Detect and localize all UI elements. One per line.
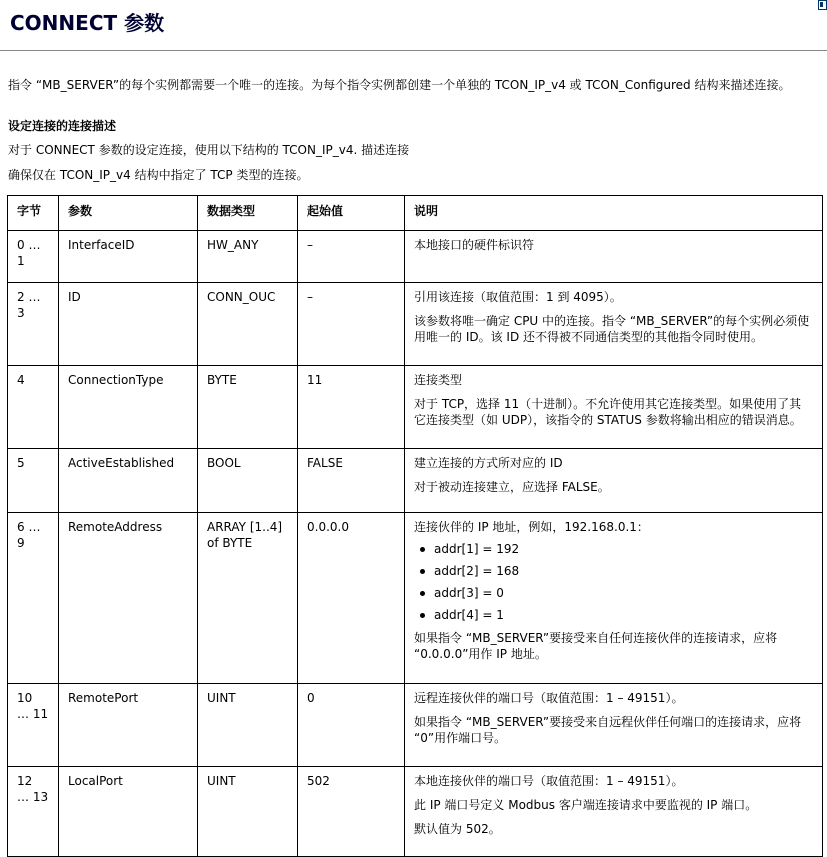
datatype-cell: BYTE [198,366,298,449]
header-description: 说明 [405,196,823,231]
header-start-value: 起始值 [298,196,405,231]
parameter-cell: ActiveEstablished [59,449,198,513]
intro-paragraph: 指令 “MB_SERVER”的每个实例都需要一个唯一的连接。为每个指令实例都创建一个单独的 TCON_IP_v4 或 TCON_Configured 结构来描述连接。 [8,78,791,92]
description-cell: 引用该连接（取值范围：1 到 4095）。 该参数将唯一确定 CPU 中的连接。指令 “MB_SERVER”的每个实例必须使用唯一的 ID。该 ID 还不得被不同通信类型的其他指令同时使用。 [405,283,823,366]
section-heading: 设定连接的连接描述 [8,119,117,133]
page-title: CONNECT 参数 [10,11,165,35]
start-value-cell: 11 [298,366,405,449]
table-row [8,449,823,513]
table-row [8,513,823,684]
header-byte: 字节 [8,196,59,231]
description-line-1: 对于 CONNECT 参数的设定连接，使用以下结构的 TCON_IP_v4. 描述连接 [8,143,410,157]
bullet-icon [420,613,425,618]
description-line-2: 确保仅在 TCON_IP_v4 结构中指定了 TCP 类型的连接。 [8,168,309,182]
title-divider [0,50,827,51]
byte-cell: 2 … 3 [8,283,59,366]
byte-cell: 0 … 1 [8,231,59,283]
byte-cell: 12 … 13 [8,767,59,857]
datatype-cell: BOOL [198,449,298,513]
start-value-cell: 0 [298,684,405,767]
table-row [8,366,823,449]
byte-cell: 4 [8,366,59,449]
datatype-cell: UINT [198,767,298,857]
parameter-cell: RemotePort [59,684,198,767]
datatype-cell: HW_ANY [198,231,298,283]
byte-cell: 6 … 9 [8,513,59,684]
description-cell: 本地连接伙伴的端口号（取值范围：1 – 49151）。 此 IP 端口号定义 Modbus 客户端连接请求中要监视的 IP 端口。 默认值为 502。 [405,767,823,857]
table-row [8,231,823,283]
table-header-row [8,196,823,231]
list-item: addr[2] = 168 [420,560,813,582]
description-cell: 本地接口的硬件标识符 [405,231,823,283]
description-cell: 连接伙伴的 IP 地址，例如，192.168.0.1： addr[1] = 192 addr[2] = 168 addr[3] = 0 addr[4] = 1 如果指令 “MB_SERVER”要接受来自任何连接伙伴的连接请求，应将 “0.0.0.0”用作 IP 地址。 [405,513,823,684]
list-item: addr[3] = 0 [420,582,813,604]
list-item: addr[4] = 1 [420,604,813,626]
header-datatype: 数据类型 [198,196,298,231]
description-cell: 远程连接伙伴的端口号（取值范围：1 – 49151）。 如果指令 “MB_SERVER”要接受来自远程伙伴任何端口的连接请求，应将 “0”用作端口号。 [405,684,823,767]
parameter-cell: ID [59,283,198,366]
bullet-icon [420,569,425,574]
byte-cell: 10 … 11 [8,684,59,767]
table-row [8,283,823,366]
datatype-cell: UINT [198,684,298,767]
description-cell: 连接类型 对于 TCP，选择 11（十进制）。不允许使用其它连接类型。如果使用了其它连接类型（如 UDP），该指令的 STATUS 参数将输出相应的错误消息。 [405,366,823,449]
start-value-cell: 0.0.0.0 [298,513,405,684]
datatype-cell: ARRAY [1..4] of BYTE [198,513,298,684]
datatype-cell: CONN_OUC [198,283,298,366]
description-cell: 建立连接的方式所对应的 ID 对于被动连接建立，应选择 FALSE。 [405,449,823,513]
parameter-cell: InterfaceID [59,231,198,283]
parameter-cell: RemoteAddress [59,513,198,684]
start-value-cell: FALSE [298,449,405,513]
bullet-icon [420,591,425,596]
start-value-cell: – [298,231,405,283]
table-row [8,767,823,857]
byte-cell: 5 [8,449,59,513]
bullet-icon [420,547,425,552]
header-parameter: 参数 [59,196,198,231]
parameter-cell: LocalPort [59,767,198,857]
start-value-cell: 502 [298,767,405,857]
table-row [8,684,823,767]
connect-parameter-table [7,195,823,857]
window-icon[interactable] [818,0,827,10]
parameter-cell: ConnectionType [59,366,198,449]
start-value-cell: – [298,283,405,366]
list-item: addr[1] = 192 [420,538,813,560]
ip-address-list [414,538,813,626]
